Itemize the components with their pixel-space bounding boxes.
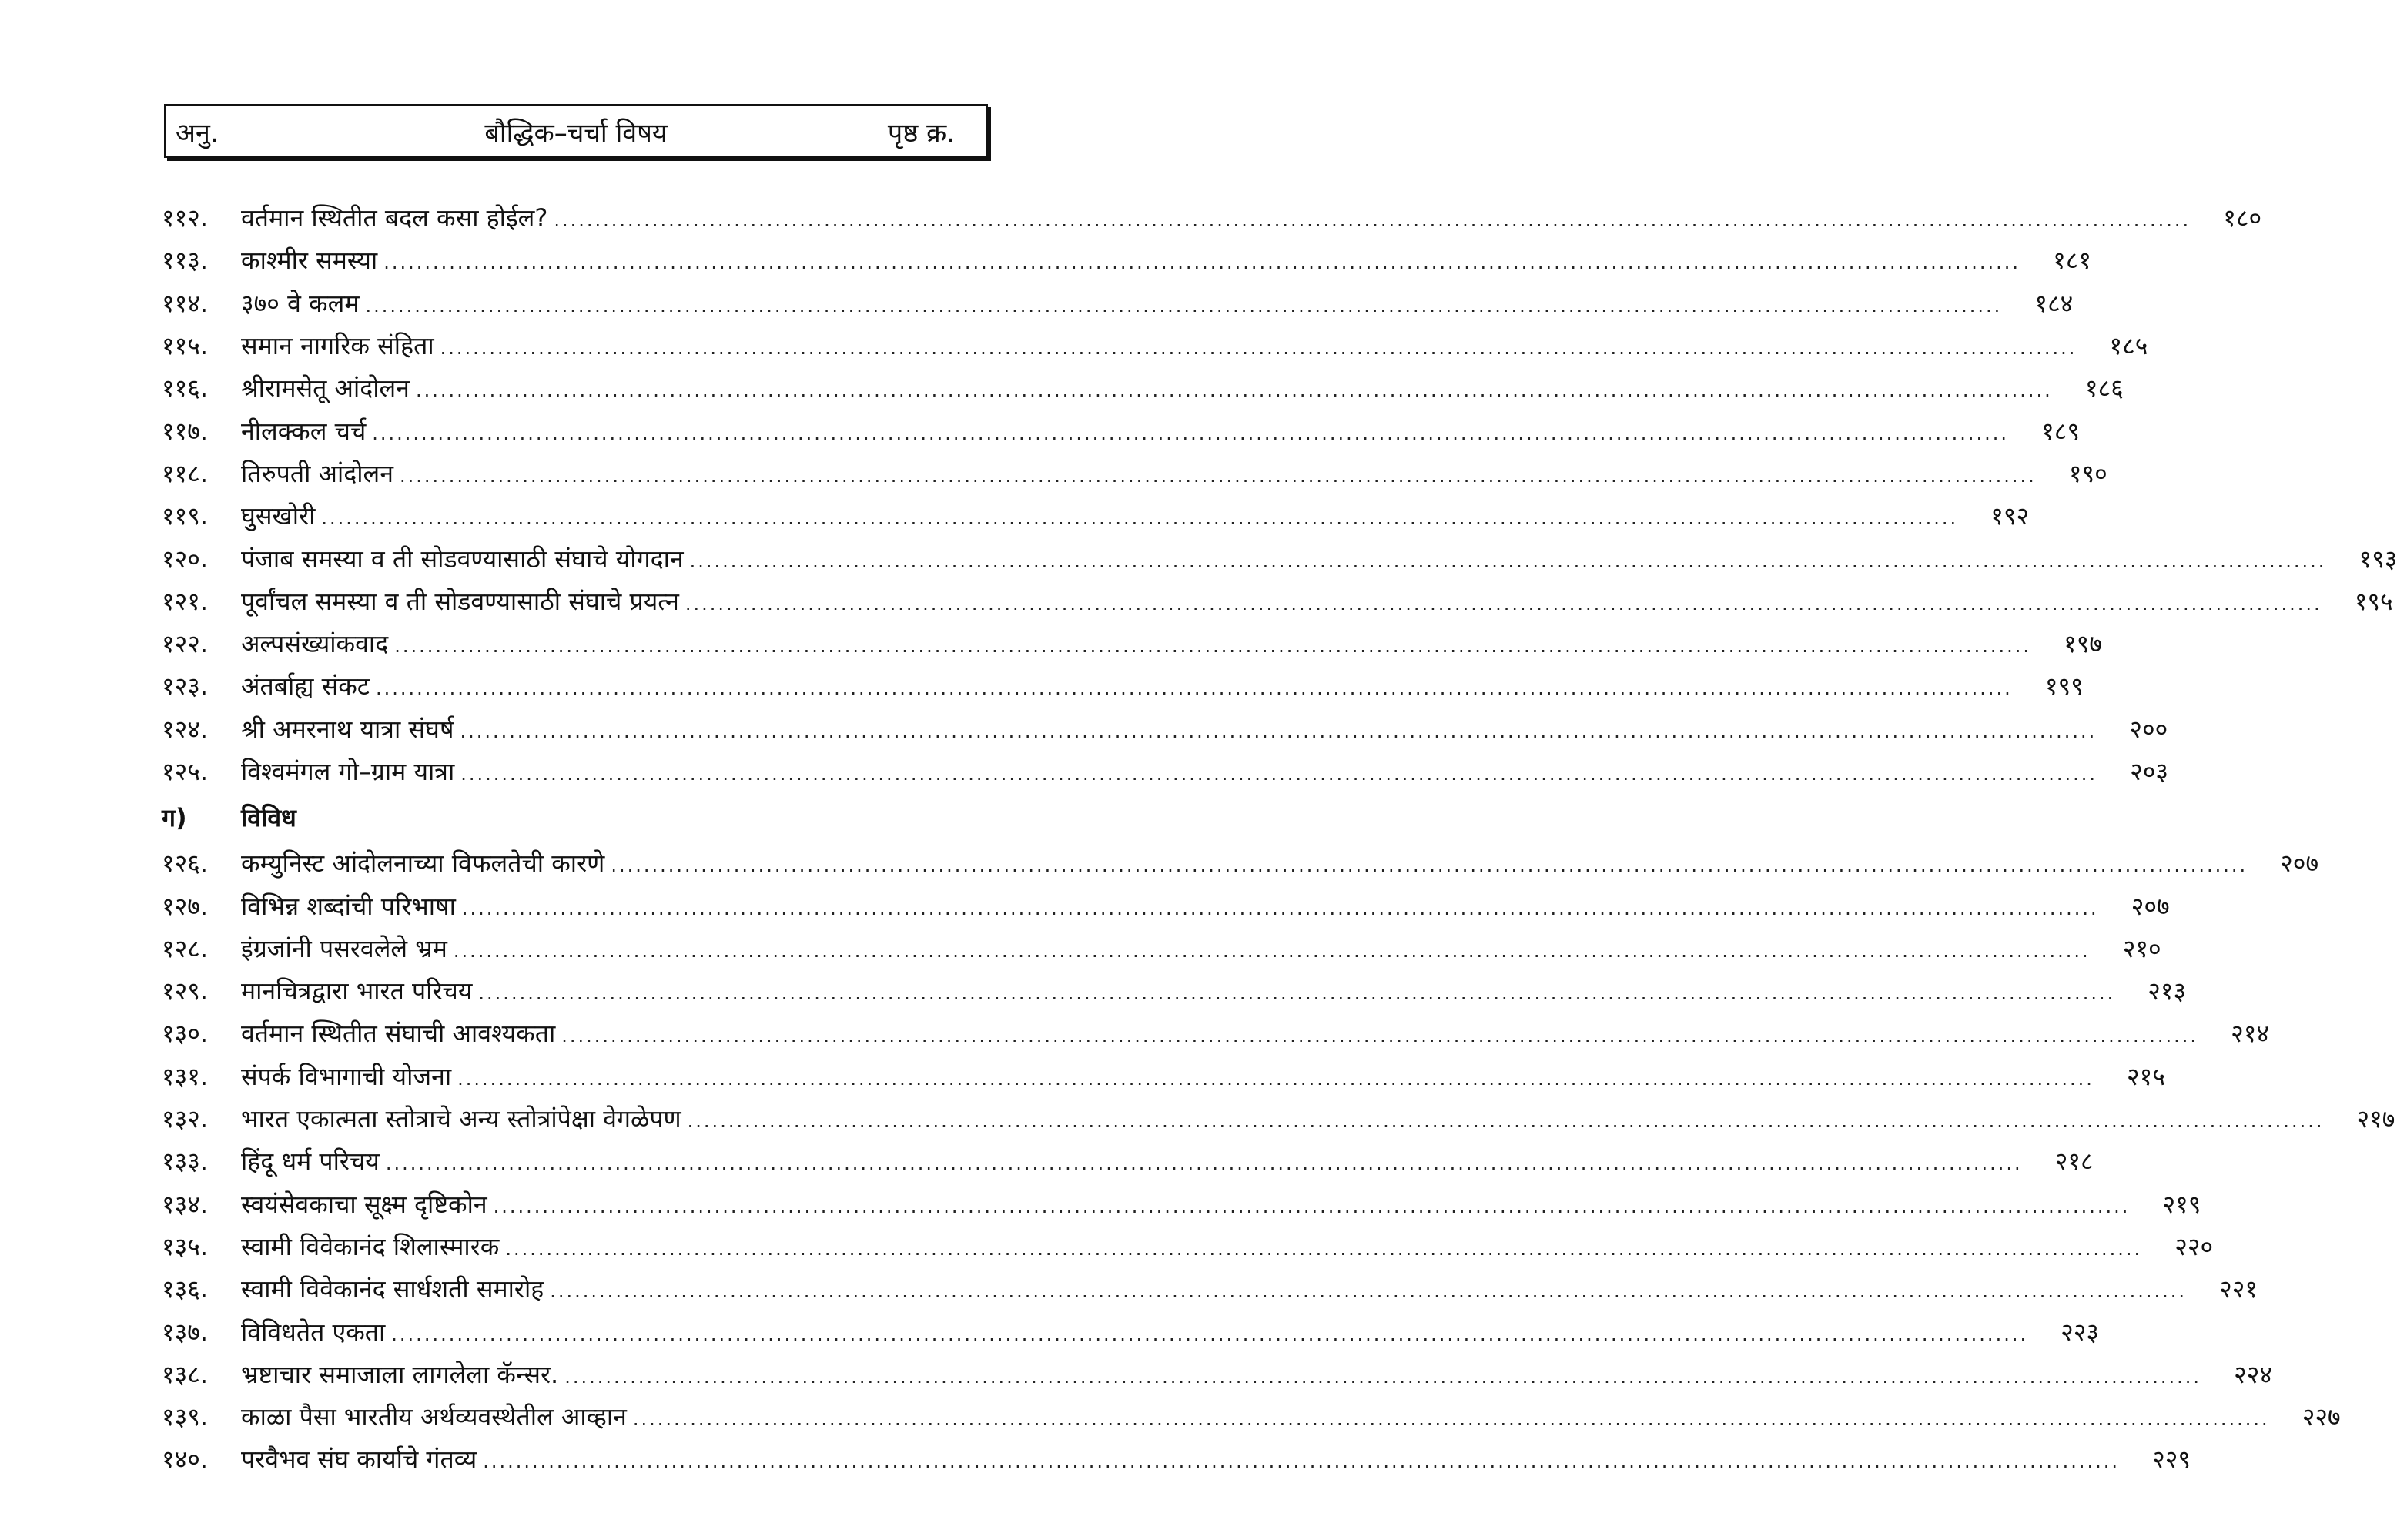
entry-number: १३८.	[162, 1359, 209, 1389]
entry-title: घुसखोरी	[241, 501, 316, 531]
entry-title: काळा पैसा भारतीय अर्थव्यवस्थेतील आव्हान	[241, 1402, 627, 1432]
dot-leader: ........................................................................................................................................................................................................	[550, 1281, 2188, 1303]
entry-page: २००	[2129, 714, 2168, 744]
toc-entry	[162, 324, 2148, 367]
dot-leader: ........................................................................................................................................................................................................	[554, 209, 2191, 232]
dot-leader: ........................................................................................................................................................................................................	[440, 337, 2077, 360]
entry-page: १८१	[2053, 246, 2091, 276]
entry-number: १२०.	[162, 544, 209, 574]
entry-title: भ्रष्टाचार समाजाला लागलेला कॅन्सर.	[241, 1359, 559, 1389]
entry-title: परवैभव संघ कार्याचे गंतव्य	[241, 1445, 477, 1475]
toc-header	[164, 104, 988, 158]
dot-leader: ........................................................................................................................................................................................................	[460, 720, 2097, 742]
entry-number: १२८.	[162, 933, 209, 963]
entry-page: १९७	[2064, 629, 2102, 659]
entry-title: तिरुपती आंदोलन	[241, 458, 393, 488]
entry-page: २२३	[2061, 1317, 2100, 1347]
entry-page: २२१	[2219, 1274, 2258, 1304]
dot-leader: ........................................................................................................................................................................................................	[483, 1451, 2120, 1473]
entry-number: ११७.	[162, 416, 209, 446]
entry-title: वर्तमान स्थितीत बदल कसा होईल?	[241, 203, 548, 233]
dot-leader: ........................................................................................................................................................................................................	[611, 855, 2248, 877]
entry-page: २०७	[2131, 891, 2170, 921]
toc-entry	[162, 1012, 2270, 1054]
entry-page: १८९	[2041, 416, 2081, 446]
toc-entry	[162, 1225, 2214, 1267]
section-heading	[162, 792, 993, 842]
entry-page: २१७	[2356, 1104, 2395, 1134]
entry-page: १८६	[2084, 373, 2124, 403]
dot-leader: ........................................................................................................................................................................................................	[493, 1195, 2131, 1217]
toc-entry	[162, 1395, 2341, 1438]
dot-leader: ........................................................................................................................................................................................................	[415, 380, 2053, 402]
entry-number: ११४.	[162, 288, 209, 318]
header-title-label: बौद्धिक–चर्चा विषय	[484, 118, 668, 149]
dot-leader: ........................................................................................................................................................................................................	[375, 678, 2013, 700]
entry-page: २१८	[2054, 1147, 2094, 1177]
dot-leader: ........................................................................................................................................................................................................	[383, 252, 2020, 274]
entry-title: स्वामी विवेकानंद सार्धशती समारोह	[241, 1274, 544, 1304]
toc-entry	[162, 1140, 2094, 1182]
entry-title: पंजाब समस्या व ती सोडवण्यासाठी संघाचे योगदान	[241, 544, 684, 574]
toc-entry	[162, 409, 2081, 451]
dot-leader: ........................................................................................................................................................................................................	[365, 294, 2003, 316]
entry-page: १९९	[2044, 671, 2084, 701]
toc-entry	[162, 452, 2107, 494]
dot-leader: ........................................................................................................................................................................................................	[385, 1153, 2023, 1175]
entry-number: ११५.	[162, 331, 209, 361]
entry-page: २१९	[2162, 1189, 2201, 1219]
entry-number: १३५.	[162, 1231, 209, 1261]
dot-leader: ........................................................................................................................................................................................................	[687, 1110, 2325, 1133]
entry-title: स्वामी विवेकानंद शिलास्मारक	[241, 1231, 500, 1261]
entry-title: अल्पसंख्यांकवाद	[241, 629, 389, 659]
entry-title: श्रीरामसेतू आंदोलन	[241, 373, 410, 403]
dot-leader: ........................................................................................................................................................................................................	[460, 763, 2098, 785]
toc-entry	[162, 1055, 2165, 1097]
dot-leader: ........................................................................................................................................................................................................	[461, 897, 2099, 919]
toc-entry	[162, 1310, 2100, 1352]
toc-entry	[162, 494, 2030, 537]
entry-number: १३४.	[162, 1189, 209, 1219]
entry-number: १२५.	[162, 757, 209, 786]
toc-entry	[162, 884, 2170, 926]
toc-entry	[162, 665, 2084, 707]
toc-entry	[162, 537, 2397, 579]
entry-title: वर्तमान स्थितीत संघाची आवश्यकता	[241, 1019, 556, 1049]
entry-page: २२०	[2174, 1231, 2214, 1261]
entry-page: २०७	[2280, 849, 2319, 879]
entry-page: १८४	[2034, 288, 2074, 318]
entry-page: १९२	[1990, 501, 2030, 531]
entry-number: ११३.	[162, 246, 209, 276]
entry-number: १२७.	[162, 891, 209, 921]
entry-number: १२४.	[162, 714, 209, 744]
dot-leader: ........................................................................................................................................................................................................	[321, 507, 1959, 530]
dot-leader: ........................................................................................................................................................................................................	[685, 592, 2322, 614]
toc-entry	[162, 282, 2074, 324]
entry-page: २१३	[2148, 976, 2187, 1006]
entry-number: १३९.	[162, 1402, 209, 1432]
entry-title: मानचित्रद्वारा भारत परिचय	[241, 976, 473, 1006]
entry-page: १९०	[2068, 458, 2107, 488]
toc-entry	[162, 367, 2124, 409]
toc-entry	[162, 1183, 2201, 1225]
entry-number: ११६.	[162, 373, 209, 403]
entry-title: अंतर्बाह्य संकट	[241, 671, 370, 701]
toc-entry	[162, 1438, 2191, 1480]
toc-entry	[162, 708, 2168, 750]
entry-page: १८५	[2109, 331, 2148, 361]
entry-page: १९५	[2354, 586, 2393, 616]
section-title: विविध	[241, 802, 296, 832]
toc-entry	[162, 1097, 2395, 1140]
entry-number: १२२.	[162, 629, 209, 659]
entry-number: १३०.	[162, 1019, 209, 1049]
dot-leader: ........................................................................................................................................................................................................	[478, 983, 2116, 1005]
entry-title: विश्वमंगल गो–ग्राम यात्रा	[241, 757, 455, 786]
entry-title: भारत एकात्मता स्तोत्राचे अन्य स्तोत्रांपेक्षा वेगळेपण	[241, 1104, 681, 1134]
toc-entry	[162, 842, 2319, 884]
entry-title: ३७० वे कलम	[241, 288, 360, 318]
entry-number: १२९.	[162, 976, 209, 1006]
entry-title: पूर्वांचल समस्या व ती सोडवण्यासाठी संघाचे प्रयत्न	[241, 586, 679, 616]
entry-number: १३२.	[162, 1104, 209, 1134]
table-of-contents	[162, 196, 2397, 1481]
entry-title: कम्युनिस्ट आंदोलनाच्या विफलतेची कारणे	[241, 849, 605, 879]
dot-leader: ........................................................................................................................................................................................................	[372, 422, 2010, 444]
toc-entry	[162, 927, 2161, 969]
entry-number: १३६.	[162, 1274, 209, 1304]
entry-page: २१४	[2231, 1019, 2270, 1049]
entry-number: १३१.	[162, 1061, 209, 1091]
entry-number: १३७.	[162, 1317, 209, 1347]
entry-number: ११२.	[162, 203, 209, 233]
entry-number: १२३.	[162, 671, 209, 701]
entry-title: नीलक्कल चर्च	[241, 416, 367, 446]
dot-leader: ........................................................................................................................................................................................................	[632, 1408, 2270, 1431]
toc-entry	[162, 196, 2262, 239]
entry-title: काश्मीर समस्या	[241, 246, 378, 276]
entry-title: हिंदू धर्म परिचय	[241, 1147, 380, 1177]
entry-title: स्वयंसेवकाचा सूक्ष्म दृष्टिकोन	[241, 1189, 487, 1219]
dot-leader: ........................................................................................................................................................................................................	[689, 550, 2327, 572]
toc-entry	[162, 239, 2091, 281]
dot-leader: ........................................................................................................................................................................................................	[391, 1323, 2029, 1345]
entry-number: १२६.	[162, 849, 209, 879]
dot-leader: ........................................................................................................................................................................................................	[399, 464, 2037, 487]
toc-entry	[162, 750, 2169, 792]
toc-entry	[162, 1267, 2258, 1310]
dot-leader: ........................................................................................................................................................................................................	[505, 1237, 2143, 1260]
entry-title: समान नागरिक संहिता	[241, 331, 434, 361]
header-page-label: पृष्ठ क्र.	[887, 118, 955, 149]
entry-page: २१०	[2122, 933, 2161, 963]
toc-entry	[162, 969, 2187, 1012]
dot-leader: ........................................................................................................................................................................................................	[561, 1025, 2199, 1047]
dot-leader: ........................................................................................................................................................................................................	[453, 939, 2091, 962]
section-label: ग)	[162, 802, 187, 832]
entry-page: २२७	[2302, 1402, 2341, 1432]
entry-number: ११८.	[162, 458, 209, 488]
entry-page: २०३	[2130, 757, 2169, 786]
dot-leader: ........................................................................................................................................................................................................	[394, 635, 2031, 658]
entry-title: विभिन्न शब्दांची परिभाषा	[241, 891, 456, 921]
entry-number: १३३.	[162, 1147, 209, 1177]
entry-title: संपर्क विभागाची योजना	[241, 1061, 452, 1091]
toc-entry	[162, 580, 2393, 622]
entry-title: विविधतेत एकता	[241, 1317, 386, 1347]
entry-page: १८०	[2223, 203, 2262, 233]
toc-entry	[162, 622, 2102, 665]
dot-leader: ........................................................................................................................................................................................................	[564, 1365, 2201, 1388]
dot-leader: ........................................................................................................................................................................................................	[457, 1067, 2094, 1090]
header-number-label: अनु.	[176, 118, 219, 149]
toc-entry	[162, 1353, 2272, 1395]
entry-number: ११९.	[162, 501, 209, 531]
entry-page: २१५	[2127, 1061, 2165, 1091]
entry-title: इंग्रजांनी पसरवलेले भ्रम	[241, 933, 447, 963]
entry-number: १२१.	[162, 586, 209, 616]
entry-number: १४०.	[162, 1445, 209, 1475]
entry-page: १९३	[2359, 544, 2397, 574]
entry-title: श्री अमरनाथ यात्रा संघर्ष	[241, 714, 454, 744]
entry-page: २२४	[2234, 1359, 2272, 1389]
entry-page: २२९	[2152, 1445, 2191, 1475]
